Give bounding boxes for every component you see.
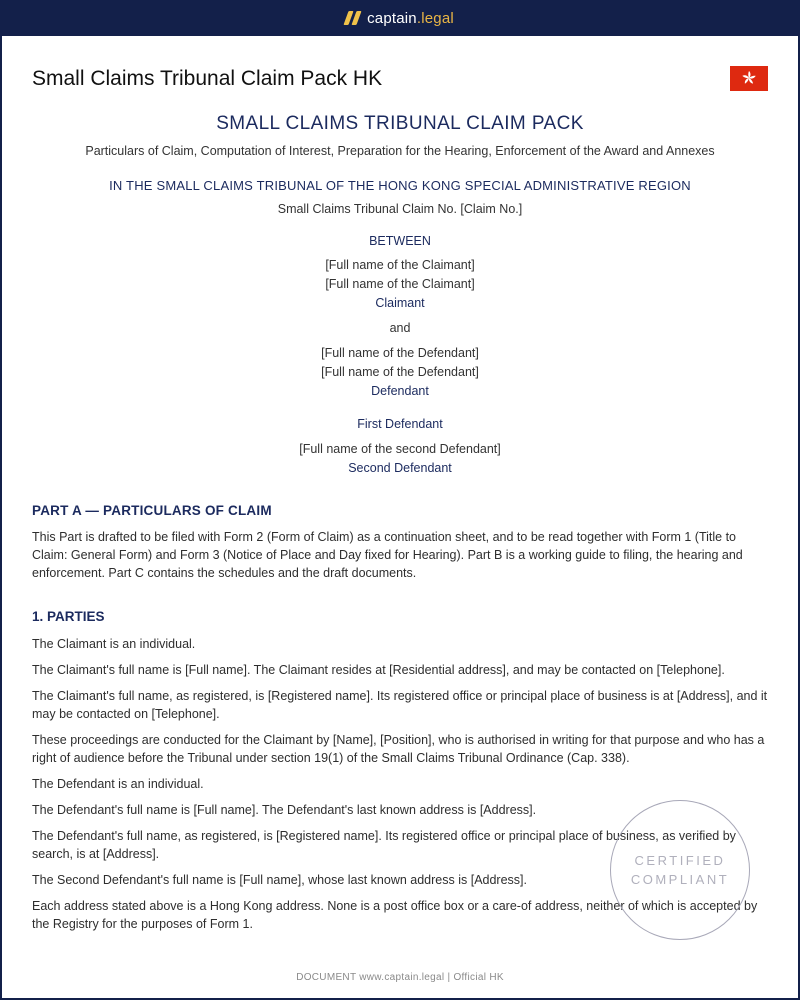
stamp-line: CERTIFIED	[634, 853, 726, 868]
paragraph: The Defendant is an individual.	[32, 777, 204, 791]
first-defendant-role: First Defendant	[357, 417, 443, 431]
document-page	[2, 36, 798, 998]
paragraph: The Defendant's full name, as registered, is [Registered name]. Its registered office or principal place of business, as verified by search, is at [Address].	[32, 829, 736, 861]
paragraph: The Claimant's full name, as registered, is [Registered name]. Its registered office or principal place of business is at [Address], and it may be contacted on [Telephone].	[32, 689, 768, 721]
claim-number: Small Claims Tribunal Claim No. [Claim No.]	[277, 202, 523, 216]
claimant-name-line: [Full name of the Claimant]	[325, 277, 475, 291]
claimant-name-line: [Full name of the Claimant]	[325, 258, 475, 272]
paragraph: The Claimant's full name is [Full name]. The Claimant resides at [Residential address], and may be contacted on [Telephone].	[32, 663, 725, 677]
paragraph: Each address stated above is a Hong Kong address. None is a post office box or a care-of address, neither of which is accepted by the Registry for the purposes of Form 1.	[32, 899, 758, 931]
stamp-line: COMPLIANT	[630, 872, 730, 887]
between-label: BETWEEN	[369, 234, 431, 248]
subtitle: Particulars of Claim, Computation of Interest, Preparation for the Hearing, Enforcement of the Award and Annexes	[85, 144, 715, 158]
section-1-heading: 1. PARTIES	[32, 609, 105, 624]
brand-tld: .legal	[416, 9, 454, 27]
second-defendant-role: Second Defendant	[348, 461, 452, 475]
paragraph: The Defendant's full name is [Full name]. The Defendant's last known address is [Address].	[32, 803, 537, 817]
defendant-name-line: [Full name of the Defendant]	[321, 346, 479, 360]
brand-name: captain	[367, 9, 417, 27]
brand-logo[interactable]	[346, 10, 454, 27]
claimant-role: Claimant	[375, 296, 425, 310]
parties-block	[32, 256, 768, 478]
page-footer: DOCUMENT www.captain.legal | Official HK	[296, 972, 504, 983]
part-a-intro: This Part is drafted to be filed with Form 2 (Form of Claim) as a continuation sheet, and to be read together with Form 1 (Title to Claim: General Form) and Form 3 (Notice of Place and Day fixed for Hearing). Part B is a working guide to filing, the hearing and enforcement. Part C contains the schedules and the draft documents.	[32, 530, 743, 580]
paragraph: These proceedings are conducted for the Claimant by [Name], [Position], who is authorised in writing for that purpose and who has a right of audience before the Tribunal under section 19(1) of the Small Claims Tribunal Ordinance (Cap. 338).	[32, 733, 765, 765]
document-body	[32, 112, 768, 950]
court-heading: IN THE SMALL CLAIMS TRIBUNAL OF THE HONG KONG SPECIAL ADMINISTRATIVE REGION	[109, 178, 691, 193]
document-header	[32, 66, 768, 92]
paragraph: The Second Defendant's full name is [Full name], whose last known address is [Address].	[32, 873, 527, 887]
second-defendant-name-line: [Full name of the second Defendant]	[299, 442, 501, 456]
part-a-heading: PART A — PARTICULARS OF CLAIM	[32, 503, 272, 518]
brand-mark-icon	[344, 11, 362, 25]
and-label: and	[389, 321, 411, 335]
paragraph: The Claimant is an individual.	[32, 637, 196, 651]
defendant-role: Defendant	[371, 384, 429, 398]
hong-kong-flag-icon	[730, 66, 768, 91]
main-heading: SMALL CLAIMS TRIBUNAL CLAIM PACK	[216, 113, 584, 134]
top-bar	[0, 0, 800, 36]
document-title: Small Claims Tribunal Claim Pack HK	[32, 67, 383, 90]
defendant-name-line: [Full name of the Defendant]	[321, 365, 479, 379]
